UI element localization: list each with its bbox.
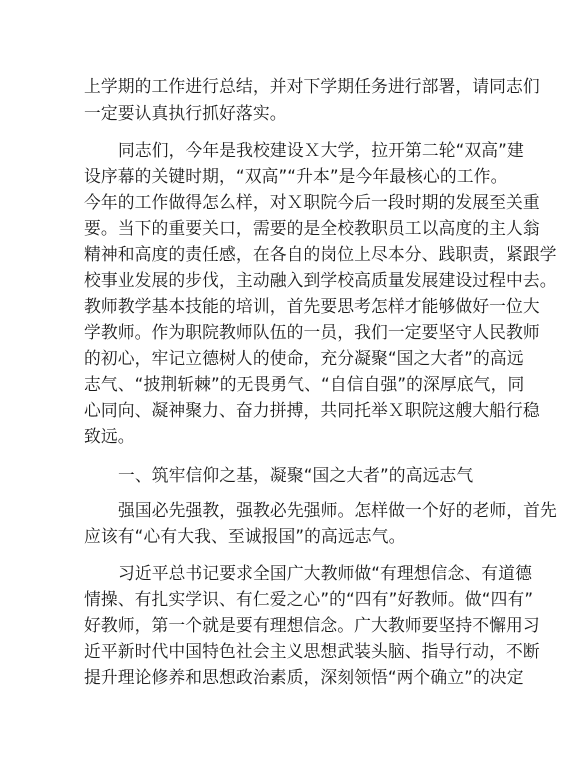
- text-line: 设序幕的关键时期，“双高”“升本”是今年最核心的工作。: [84, 166, 508, 186]
- text-line: 的初心，牢记立德树人的使命，充分凝聚“国之大者”的高远: [84, 348, 524, 368]
- text-line: 学教师。作为职院教师队伍的一员，我们一定要坚守人民教师: [84, 322, 540, 342]
- text-line: 今年的工作做得怎么样，对Ｘ职院今后一段时期的发展至关重: [84, 192, 540, 212]
- text-line: 应该有“心有大我、至诚报国”的高远志气。: [84, 526, 406, 546]
- text-line: 上学期的工作进行总结，并对下学期任务进行部署，请同志们: [84, 76, 540, 96]
- text-line: 一定要认真执行抓好落实。: [84, 103, 287, 123]
- text-line: 近平新时代中国特色社会主义思想武装头脑、指导行动，不断: [84, 641, 540, 661]
- text-line: 情操、有扎实学识、有仁爱之心”的“四有”好教师。做“四有”: [84, 589, 534, 609]
- text-line: 同志们，今年是我校建设Ｘ大学，拉开第二轮“双高”建: [118, 140, 524, 160]
- text-line: 精神和高度的责任感，在各自的岗位上尽本分、践职责，紧跟学: [84, 244, 557, 264]
- text-line: 习近平总书记要求全国广大教师做“有理想信念、有道德: [118, 563, 532, 583]
- text-line: 心同向、凝神聚力、奋力拼搏，共同托举Ｘ职院这艘大船行稳: [84, 400, 540, 420]
- text-line: 校事业发展的步伐，主动融入到学校高质量发展建设过程中去。: [84, 270, 557, 290]
- text-line: 提升理论修养和思想政治素质，深刻领悟“两个确立”的决定: [84, 667, 524, 687]
- text-line: 强国必先强教，强教必先强师。怎样做一个好的老师，首先: [118, 500, 557, 520]
- text-line: 教师教学基本技能的培训，首先要思考怎样才能够做好一位大: [84, 296, 540, 316]
- section-heading: 一、筑牢信仰之基，凝聚“国之大者”的高远志气: [118, 465, 474, 485]
- text-line: 致远。: [84, 426, 135, 446]
- text-line: 要。当下的重要关口，需要的是全校教职员工以高度的主人翁: [84, 218, 540, 238]
- text-line: 志气、“披荆斩棘”的无畏勇气、“自信自强”的深厚底气，同: [84, 374, 525, 394]
- text-line: 好教师，第一个就是要有理想信念。广大教师要坚持不懈用习: [84, 615, 540, 635]
